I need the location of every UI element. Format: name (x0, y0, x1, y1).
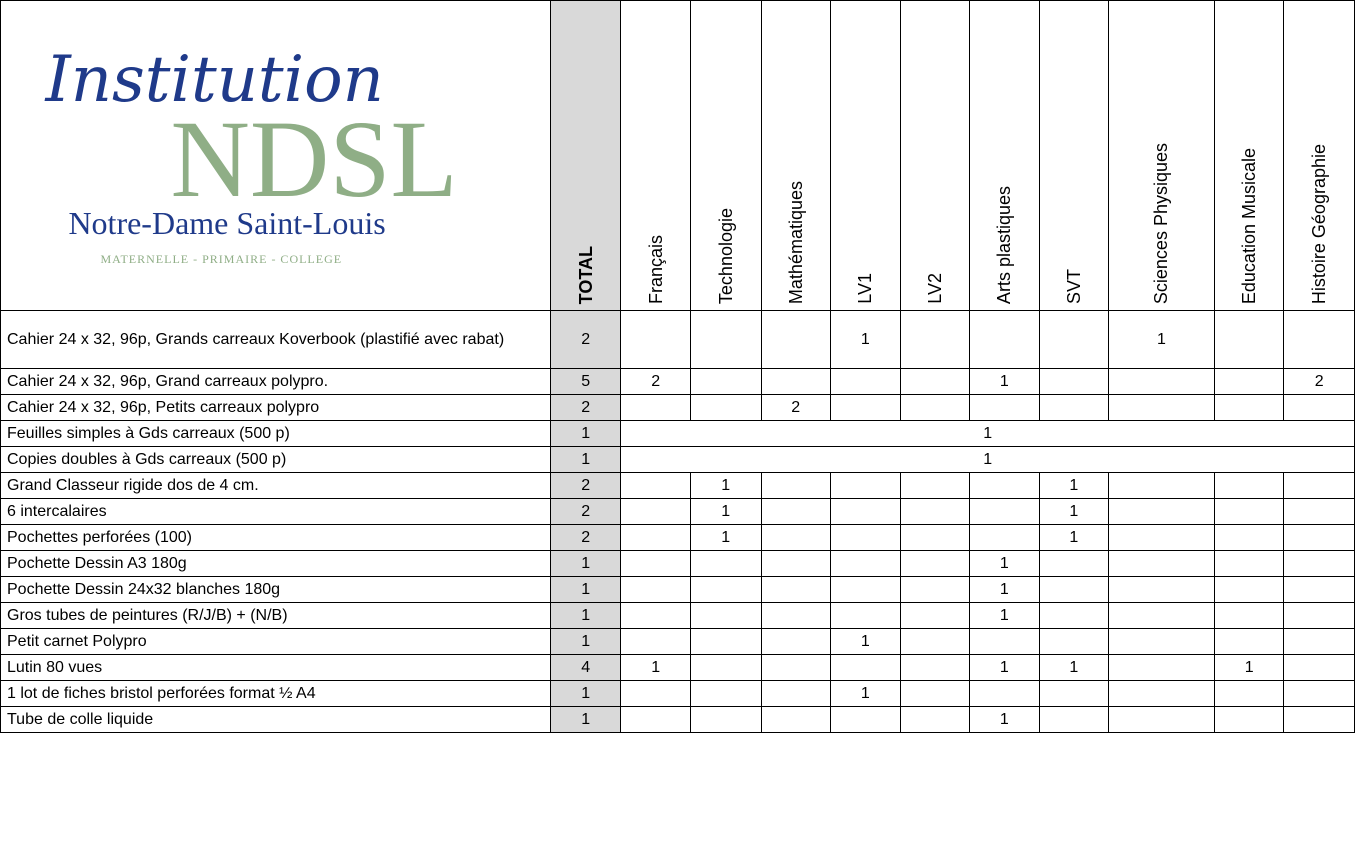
quantity-cell (1284, 707, 1355, 733)
quantity-cell (1039, 681, 1109, 707)
quantity-cell (690, 551, 761, 577)
quantity-cell (1039, 629, 1109, 655)
quantity-cell (1039, 369, 1109, 395)
quantity-cell (621, 311, 691, 369)
item-label: 6 intercalaires (1, 499, 551, 525)
total-cell: 2 (550, 395, 621, 421)
quantity-cell: 2 (621, 369, 691, 395)
item-label: Feuilles simples à Gds carreaux (500 p) (1, 421, 551, 447)
quantity-cell (900, 551, 970, 577)
quantity-cell: 1 (1214, 655, 1284, 681)
subject-header (621, 1, 691, 311)
quantity-cell (1214, 681, 1284, 707)
table-row (1, 629, 1355, 655)
quantity-cell (1109, 603, 1215, 629)
quantity-cell (621, 473, 691, 499)
logo-school-name: Notre-Dame Saint-Louis (68, 205, 386, 241)
quantity-cell (690, 681, 761, 707)
total-cell: 1 (550, 577, 621, 603)
quantity-cell (900, 603, 970, 629)
quantity-cell (1039, 707, 1109, 733)
quantity-cell (831, 655, 901, 681)
quantity-cell (970, 499, 1040, 525)
quantity-cell: 1 (1109, 311, 1215, 369)
total-cell: 5 (550, 369, 621, 395)
quantity-cell: 1 (831, 681, 901, 707)
quantity-cell (1214, 369, 1284, 395)
total-cell: 4 (550, 655, 621, 681)
quantity-cell (621, 681, 691, 707)
quantity-cell (690, 707, 761, 733)
item-label: Copies doubles à Gds carreaux (500 p) (1, 447, 551, 473)
subject-header-label: Sciences Physiques (1151, 142, 1172, 304)
table-row (1, 603, 1355, 629)
subject-header-label: Français (645, 234, 666, 304)
quantity-cell (621, 603, 691, 629)
subject-header-label: LV1 (855, 273, 876, 304)
item-label: Pochette Dessin A3 180g (1, 551, 551, 577)
quantity-cell: 1 (621, 655, 691, 681)
quantity-cell (1284, 499, 1355, 525)
quantity-cell (761, 603, 831, 629)
item-label: Pochette Dessin 24x32 blanches 180g (1, 577, 551, 603)
table-row (1, 681, 1355, 707)
quantity-cell (761, 577, 831, 603)
quantity-cell: 1 (970, 603, 1040, 629)
quantity-cell (1039, 395, 1109, 421)
total-cell: 2 (550, 473, 621, 499)
quantity-cell (1214, 707, 1284, 733)
subject-header (970, 1, 1040, 311)
total-header (550, 1, 621, 311)
table-row (1, 473, 1355, 499)
quantity-cell: 1 (690, 499, 761, 525)
table-row (1, 447, 1355, 473)
subject-header-label: SVT (1063, 268, 1084, 304)
quantity-cell: 1 (1039, 499, 1109, 525)
subject-header (831, 1, 901, 311)
quantity-cell (1284, 525, 1355, 551)
item-label: Cahier 24 x 32, 96p, Petits carreaux polypro (1, 395, 551, 421)
quantity-cell (761, 369, 831, 395)
subject-header (690, 1, 761, 311)
quantity-cell (690, 655, 761, 681)
quantity-cell (761, 311, 831, 369)
subject-header-label: LV2 (924, 273, 945, 304)
quantity-cell: 2 (761, 395, 831, 421)
quantity-cell (900, 655, 970, 681)
quantity-cell (1284, 473, 1355, 499)
quantity-cell (621, 551, 691, 577)
item-label: 1 lot de fiches bristol perforées format ½ A4 (1, 681, 551, 707)
quantity-cell (690, 603, 761, 629)
quantity-cell (1214, 629, 1284, 655)
quantity-cell (1109, 629, 1215, 655)
quantity-cell (900, 577, 970, 603)
quantity-cell (1109, 577, 1215, 603)
total-cell: 1 (550, 551, 621, 577)
quantity-cell (900, 525, 970, 551)
quantity-cell (1214, 525, 1284, 551)
quantity-cell (1284, 551, 1355, 577)
item-label: Cahier 24 x 32, 96p, Grand carreaux polypro. (1, 369, 551, 395)
item-label: Tube de colle liquide (1, 707, 551, 733)
header-row (1, 1, 1355, 311)
quantity-cell: 1 (970, 369, 1040, 395)
quantity-cell (1109, 395, 1215, 421)
table-row (1, 577, 1355, 603)
total-cell: 2 (550, 311, 621, 369)
quantity-cell (1109, 525, 1215, 551)
quantity-cell (831, 707, 901, 733)
quantity-cell (1214, 311, 1284, 369)
quantity-cell (831, 499, 901, 525)
quantity-cell (1214, 499, 1284, 525)
quantity-cell: 1 (1039, 655, 1109, 681)
quantity-cell (1109, 707, 1215, 733)
quantity-cell (831, 395, 901, 421)
total-cell: 1 (550, 603, 621, 629)
quantity-cell (970, 311, 1040, 369)
total-cell: 1 (550, 681, 621, 707)
total-cell: 1 (550, 707, 621, 733)
quantity-cell (690, 577, 761, 603)
quantity-cell (1039, 311, 1109, 369)
quantity-cell (621, 577, 691, 603)
total-cell: 1 (550, 447, 621, 473)
total-cell: 1 (550, 629, 621, 655)
quantity-cell (761, 499, 831, 525)
quantity-cell (831, 603, 901, 629)
table-row (1, 499, 1355, 525)
quantity-cell (690, 395, 761, 421)
quantity-cell (831, 577, 901, 603)
quantity-cell (761, 551, 831, 577)
subject-header (1109, 1, 1215, 311)
ndsl-logo-image (1, 1, 550, 310)
quantity-cell (831, 525, 901, 551)
quantity-cell (1109, 499, 1215, 525)
subject-header-label: Technologie (715, 207, 736, 304)
table-row (1, 311, 1355, 369)
item-label: Cahier 24 x 32, 96p, Grands carreaux Koverbook (plastifié avec rabat) (1, 311, 551, 369)
quantity-cell (621, 629, 691, 655)
supplies-rows (1, 311, 1355, 733)
quantity-cell (1284, 603, 1355, 629)
merged-subject-cell: 1 (621, 421, 1355, 447)
logo-levels: MATERNELLE - PRIMAIRE - COLLEGE (100, 252, 343, 266)
quantity-cell: 1 (1039, 473, 1109, 499)
quantity-cell (831, 473, 901, 499)
quantity-cell: 1 (690, 473, 761, 499)
quantity-cell (900, 499, 970, 525)
quantity-cell (1214, 551, 1284, 577)
total-header-label: TOTAL (575, 245, 596, 304)
table-row (1, 369, 1355, 395)
subject-header-label: Arts plastiques (994, 185, 1015, 304)
quantity-cell (761, 681, 831, 707)
quantity-cell (1284, 311, 1355, 369)
quantity-cell (1039, 551, 1109, 577)
subject-header-label: Mathématiques (785, 180, 806, 304)
logo-acronym: NDSL (170, 98, 458, 220)
quantity-cell (900, 629, 970, 655)
item-label: Gros tubes de peintures (R/J/B) + (N/B) (1, 603, 551, 629)
quantity-cell (1284, 655, 1355, 681)
quantity-cell (761, 629, 831, 655)
subject-header (1039, 1, 1109, 311)
table-row (1, 707, 1355, 733)
quantity-cell (690, 369, 761, 395)
quantity-cell (970, 629, 1040, 655)
quantity-cell (1214, 473, 1284, 499)
quantity-cell (761, 525, 831, 551)
table-row (1, 551, 1355, 577)
quantity-cell (761, 707, 831, 733)
quantity-cell: 1 (970, 707, 1040, 733)
quantity-cell (1039, 603, 1109, 629)
quantity-cell (1039, 577, 1109, 603)
quantity-cell: 1 (1039, 525, 1109, 551)
quantity-cell: 1 (970, 655, 1040, 681)
quantity-cell (621, 499, 691, 525)
quantity-cell (831, 551, 901, 577)
subject-header (1284, 1, 1355, 311)
quantity-cell: 1 (831, 629, 901, 655)
quantity-cell: 1 (690, 525, 761, 551)
quantity-cell (1284, 395, 1355, 421)
quantity-cell (900, 311, 970, 369)
quantity-cell (1214, 577, 1284, 603)
subject-header-label: Histoire Géographie (1309, 143, 1330, 304)
quantity-cell (900, 369, 970, 395)
subject-header (900, 1, 970, 311)
quantity-cell (761, 655, 831, 681)
quantity-cell (621, 707, 691, 733)
total-cell: 2 (550, 499, 621, 525)
quantity-cell (900, 395, 970, 421)
subject-header-label: Education Musicale (1239, 147, 1260, 304)
quantity-cell (1109, 681, 1215, 707)
quantity-cell (831, 369, 901, 395)
quantity-cell (621, 395, 691, 421)
subject-header (1214, 1, 1284, 311)
item-label: Lutin 80 vues (1, 655, 551, 681)
quantity-cell (690, 311, 761, 369)
quantity-cell (1109, 655, 1215, 681)
merged-subject-cell: 1 (621, 447, 1355, 473)
item-label: Grand Classeur rigide dos de 4 cm. (1, 473, 551, 499)
table-row (1, 525, 1355, 551)
quantity-cell (900, 681, 970, 707)
logo-wordmark: Institution (45, 43, 384, 117)
quantity-cell (1109, 473, 1215, 499)
quantity-cell (1284, 577, 1355, 603)
quantity-cell (970, 525, 1040, 551)
quantity-cell (970, 473, 1040, 499)
quantity-cell (900, 707, 970, 733)
total-cell: 1 (550, 421, 621, 447)
item-label: Petit carnet Polypro (1, 629, 551, 655)
quantity-cell (900, 473, 970, 499)
quantity-cell: 2 (1284, 369, 1355, 395)
quantity-cell: 1 (831, 311, 901, 369)
table-row (1, 421, 1355, 447)
quantity-cell (1284, 629, 1355, 655)
quantity-cell: 1 (970, 551, 1040, 577)
quantity-cell (761, 473, 831, 499)
quantity-cell (1109, 551, 1215, 577)
quantity-cell (1284, 681, 1355, 707)
item-label: Pochettes perforées (100) (1, 525, 551, 551)
quantity-cell (1109, 369, 1215, 395)
table-row (1, 395, 1355, 421)
total-cell: 2 (550, 525, 621, 551)
quantity-cell (690, 629, 761, 655)
quantity-cell (621, 525, 691, 551)
quantity-cell (970, 681, 1040, 707)
quantity-cell (1214, 395, 1284, 421)
school-logo (1, 1, 551, 311)
quantity-cell (1214, 603, 1284, 629)
quantity-cell: 1 (970, 577, 1040, 603)
quantity-cell (970, 395, 1040, 421)
subject-header (761, 1, 831, 311)
table-row (1, 655, 1355, 681)
